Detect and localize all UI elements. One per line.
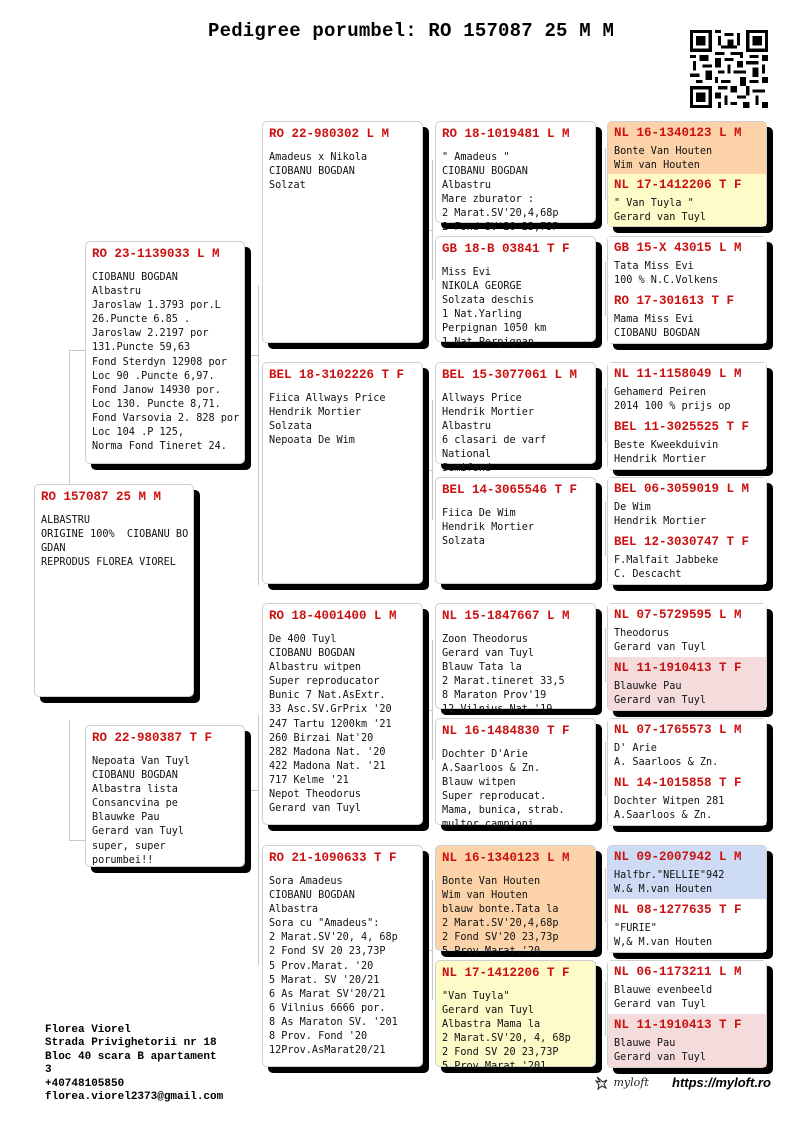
ring-number: NL 17-1412206 T F [614,178,742,192]
pigeon-details: Beste Kweekduivin Hendrik Mortier [614,440,719,465]
ancestor-pair-card[interactable] [607,718,767,826]
ancestor-pair-card[interactable] [607,845,767,953]
pigeon-details: Halfbr."NELLIE"942 W.& M.van Houten [614,870,725,895]
ring-number: RO 22-980302 L M [269,127,390,141]
pigeon-details: De 400 Tuyl CIOBANU BOGDAN Albastru witpen Super reproducator Bunic 7 Nat.AsExtr. 33 Asc.SV.GrPrix '20 247 Tartu 1200km '21 260 Birzai Nat'20 282 Madona Nat. '20 422 Madona Nat. '21 717 Kelme '21 Nepot Theodorus Gerard van Tuyl [269,634,392,815]
pigeon-details: " Amadeus " CIOBANU BOGDAN Albastru Mare zburator : 2 Marat.SV'20,4,68p 2 Fond SV'20 23,73P [442,152,559,234]
connector-line [69,720,70,840]
pigeon-details: Amadeus x Nikola CIOBANU BOGDAN Solzat [269,152,368,192]
pigeon-details: Tata Miss Evi 100 % N.C.Volkens [614,261,719,286]
connector-line [605,868,606,922]
ancestor-pair-card[interactable] [607,477,767,585]
ancestor-male[interactable] [608,363,766,417]
ring-number: NL 08-1277635 T F [614,903,742,917]
connector-line [605,742,606,796]
pigeon-details: Dochter Witpen 281 A.Saarloos & Zn. [614,796,725,821]
pigeon-details: "Van Tuyla" Gerard van Tuyl Albastra Mama la 2 Marat.SV'20, 4, 68p 2 Fond SV 20 23,73P 5 Prov.Marat.'201 [442,991,571,1073]
ring-number: RO 17-301613 T F [614,294,735,308]
connector-line [605,628,606,682]
pigeon-details: " Van Tuyla " Gerard van Tuyl [614,198,707,223]
ring-number: NL 15-1847667 L M [442,609,570,623]
pigeon-details: ALBASTRU ORIGINE 100% CIOBANU BO GDAN REPRODUS FLOREA VIOREL [41,515,189,569]
pigeon-details: Fiica De Wim Hendrik Mortier Solzata [442,508,535,548]
pigeon-details: Gehamerd Peiren 2014 100 % prijs op [614,387,731,412]
pigeon-details: Blauwke Pau Gerard van Tuyl [614,681,707,706]
pigeon-details: Sora Amadeus CIOBANU BOGDAN Albastra Sora cu "Amadeus": 2 Marat.SV'20, 4, 68p 2 Fond SV 20 23,73P 5 Prov.Marat. '20 5 Marat. SV '20/21 6 As Marat SV'20/21 6 Vilnius 6666 por. 8 As Maraton SV. '201 8 Prov. Fond '20 12Prov.AsMarat20/21 [269,876,398,1057]
connector-line [432,880,433,1000]
connector-line [243,790,259,791]
great-grandparent-card[interactable] [435,362,596,475]
pigeon-details: Dochter D'Arie A.Saarloos & Zn. Blauw witpen Super reproducat. Mama, bunica, strab. multor campioni [442,749,565,831]
ancestor-female[interactable] [608,290,766,343]
ancestor-female[interactable] [608,1014,766,1067]
ring-number: RO 22-980387 T F [92,731,213,745]
page-title: Pedigree porumbel: RO 157087 25 M M [208,20,615,42]
connector-line [605,148,606,200]
connector-line [69,840,86,841]
grandparent-card[interactable] [262,362,423,584]
ancestor-male[interactable] [608,122,766,175]
connector-line [69,350,70,485]
pigeon-details: D' Arie A. Saarloos & Zn. [614,743,719,768]
ancestor-pair-card[interactable] [607,362,767,470]
ancestor-male[interactable] [608,478,766,532]
pigeon-details: "FURIE" W,& M.van Houten [614,923,713,948]
ancestor-pair-card[interactable] [607,960,767,1068]
connector-line [258,715,259,965]
ring-number: BEL 14-3065546 T F [442,483,578,497]
subject-pigeon-card[interactable] [34,484,194,697]
ring-number: NL 07-1765573 L M [614,723,742,737]
connector-line [243,355,259,356]
pigeon-details: Theodorus Gerard van Tuyl [614,628,707,653]
great-grandparent-card[interactable] [435,845,596,958]
connector-line [422,470,433,471]
ring-number: BEL 12-3030747 T F [614,535,750,549]
pigeon-details: Fiica Allways Price Hendrik Mortier Solzata Nepoata De Wim [269,393,386,447]
ring-number: BEL 18-3102226 T F [269,368,405,382]
connector-line [605,388,606,442]
mother-card[interactable] [85,725,245,867]
owner-contact-info: Florea Viorel Strada Privighetorii nr 18 Bloc 40 scara B apartament 3 +40748105850 florea.viorel2373@gmail.com [45,1024,224,1104]
ring-number: NL 09-2007942 L M [614,850,742,864]
pigeon-details: Mama Miss Evi CIOBANU BOGDAN [614,314,700,339]
ancestor-female[interactable] [608,657,766,710]
ancestor-pair-card[interactable] [607,236,767,344]
ring-number: NL 17-1412206 T F [442,966,570,980]
connector-line [432,400,433,520]
ring-number: RO 18-1019481 L M [442,127,570,141]
connector-line [258,285,259,585]
grandparent-card[interactable] [262,845,423,1067]
connector-line [605,262,606,316]
great-grandparent-card[interactable] [435,236,596,349]
ancestor-male[interactable] [608,846,766,900]
ancestor-female[interactable] [608,899,766,952]
qr-code-icon [690,30,768,108]
myloft-logo [594,1075,649,1091]
connector-line [69,350,86,351]
ancestor-male[interactable] [608,961,766,1015]
logo-text: myloft [613,1076,649,1089]
ring-number: RO 23-1139033 L M [92,247,220,261]
great-grandparent-card[interactable] [435,603,596,716]
ring-number: BEL 15-3077061 L M [442,368,578,382]
ring-number: NL 06-1173211 L M [614,965,742,979]
pigeon-details: F.Malfait Jabbeke C. Descacht [614,555,719,580]
ring-number: BEL 06-3059019 L M [614,482,750,496]
ancestor-pair-card[interactable] [607,121,767,227]
ring-number: GB 15-X 43015 L M [614,241,742,255]
ring-number: RO 21-1090633 T F [269,851,397,865]
pigeon-details: Miss Evi NIKOLA GEORGE Solzata deschis 1 Nat.Yarling Perpignan 1050 km 1 Nat.Perpignan [442,267,547,349]
ring-number: NL 16-1484830 T F [442,724,570,738]
ring-number: NL 14-1015858 T F [614,776,742,790]
ring-number: NL 11-1910413 T F [614,661,742,675]
ancestor-male[interactable] [608,604,766,658]
bird-logo-icon [594,1075,610,1091]
pigeon-details: Zoon Theodorus Gerard van Tuyl Blauw Tata la 2 Marat.tineret 33,5 8 Maraton Prov'19 12 Vilnius Nat.'19 [442,634,565,716]
pigeon-details: Bonte Van Houten Wim van Houten blauw bonte.Tata la 2 Marat.SV'20,4,68p 2 Fond SV'20 23,73p 5 Prov.Marat.'20 [442,876,559,958]
pigeon-details: CIOBANU BOGDAN Albastru Jaroslaw 1.3793 por.L 26.Puncte 6.85 . Jaroslaw 2.2197 por 131.Puncte 59,63 Fond Sterdyn 12908 por Loc 90 .Puncte 6,97. Fond Janow 14930 por. Loc 130. Puncte 8,71. Fond Varsovia 2. 828 por Loc 104 .P 125, Norma Fond Tineret 24. [92,272,240,453]
connector-line [605,982,606,1036]
father-card[interactable] [85,241,245,464]
ring-number: NL 11-1910413 T F [614,1018,742,1032]
ring-number: BEL 11-3025525 T F [614,420,750,434]
ancestor-female[interactable] [608,772,766,825]
website-link[interactable]: https://myloft.ro [672,1075,771,1090]
pigeon-details: Nepoata Van Tuyl CIOBANU BOGDAN Albastra lista Consancvina pe Blauwke Pau Gerard van Tuyl super, super porumbei!! [92,756,191,866]
ring-number: RO 157087 25 M M [41,490,162,504]
pigeon-details: De Wim Hendrik Mortier [614,502,707,527]
connector-line [432,640,433,760]
pigeon-details: Bonte Van Houten Wim van Houten [614,146,713,171]
connector-line [605,502,606,556]
great-grandparent-card[interactable] [435,121,596,234]
pigeon-details: Allways Price Hendrik Mortier Albastru 6 clasari de varf National Semifond [442,393,547,475]
ring-number: GB 18-B 03841 T F [442,242,570,256]
pigeon-details: Blauwe evenbeeld Gerard van Tuyl [614,985,713,1010]
ring-number: NL 11-1158049 L M [614,367,742,381]
ancestor-pair-card[interactable] [607,603,767,711]
great-grandparent-card[interactable] [435,477,596,584]
ring-number: NL 16-1340123 L M [614,126,742,140]
great-grandparent-card[interactable] [435,960,596,1073]
ancestor-male[interactable] [608,719,766,773]
ancestor-female[interactable] [608,416,766,469]
connector-line [422,950,433,951]
ancestor-female[interactable] [608,174,766,226]
grandparent-card[interactable] [262,121,423,343]
connector-line [422,230,433,231]
grandparent-card[interactable] [262,603,423,825]
connector-line [422,710,433,711]
ring-number: RO 18-4001400 L M [269,609,397,623]
ring-number: NL 07-5729595 L M [614,608,742,622]
ring-number: NL 16-1340123 L M [442,851,570,865]
ancestor-male[interactable] [608,237,766,291]
connector-line [432,160,433,280]
great-grandparent-card[interactable] [435,718,596,831]
pigeon-details: Blauwe Pau Gerard van Tuyl [614,1038,707,1063]
ancestor-female[interactable] [608,531,766,584]
